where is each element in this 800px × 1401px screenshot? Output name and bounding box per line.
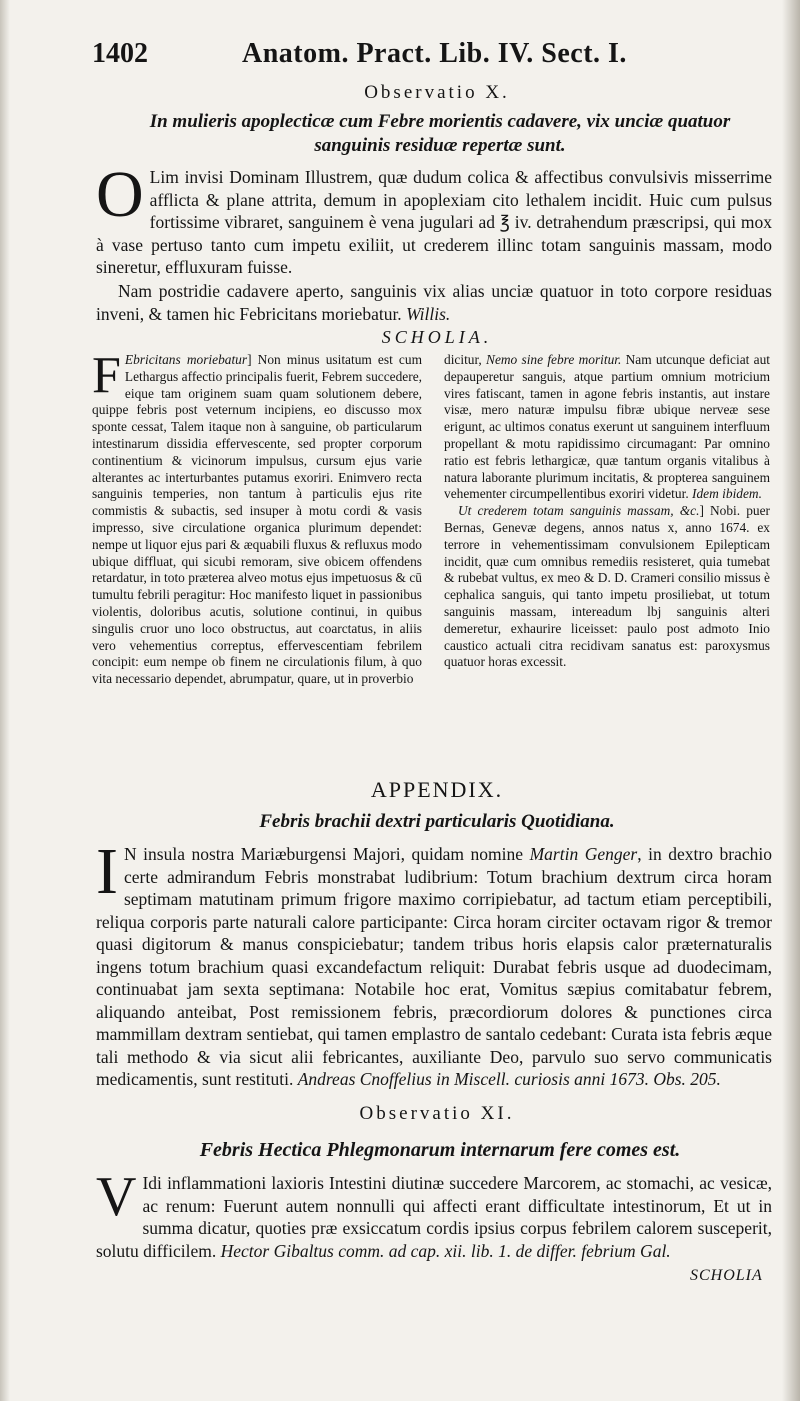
- scholia-lemma: Ebricitans moriebatur: [124, 352, 248, 367]
- observation-10-title: Observatio X.: [364, 82, 510, 103]
- observation-10-paragraph-1: [96, 158, 772, 279]
- scholia-text: ] Nobi. puer Bernas, Genevæ degens, annos natus x, anno 1674. ex terrore in vehementissimam convulsionem Epilepticam incidit, quæ cum omnibus remediis resisteret, quia tumebat & rubebat vultus, ex meo & D. D. Crameri consilio missus è cephalica sanguis, qui tanto impetu prosiliebat, ut totum sanguinis massam, intereadum lbj sanguinis alteri demeretur, exhaurire liceisset: paulo post admoto Inio caustico actuali citra recidivam sanatus est: paroxysmus quatuor horas excessit.: [444, 503, 771, 670]
- author-citation: Andreas Cnoffelius in Miscell. curiosis anni 1673. Obs. 205.: [297, 1069, 721, 1089]
- observation-11-title: Observatio XI.: [359, 1103, 515, 1124]
- page-header: [92, 38, 782, 74]
- scholia-right-column: [444, 352, 770, 671]
- proverb-quote: Nemo sine febre moritur.: [486, 352, 622, 367]
- drop-cap: I: [96, 835, 118, 908]
- paragraph-text: N insula nostra Mariæburgensi Majori, quidam nomine: [123, 844, 524, 864]
- author-citation: Willis.: [406, 303, 451, 324]
- drop-cap: O: [96, 158, 144, 231]
- paragraph-text: Lim invisi Dominam Illustrem, quæ dudum colica & affectibus convulsivis misserrime afflicta & plane attrita, demum in apoplexiam cito lethalem incidit. Huic cum pulsus fortissime vibraret, sanguinem è vena jugulari ad ℥ iv. detrahendum præscripsi, qui mox à vase pertuso tanto cum impetu exiliit, ut crederem illinc totam sanguinis massam, modo sineretur, effluxuram fuisse.: [96, 167, 772, 277]
- gutter-shadow: [0, 0, 10, 1401]
- paragraph-text: Nam postridie cadavere aperto, sanguinis vix alias unciæ quatuor in toto corpore residuas inveni, & tamen hic Febricitans moriebatur.: [96, 281, 772, 324]
- author-citation: Idem ibidem.: [692, 486, 762, 502]
- scholia-text: Nam utcunque deficiat aut depauperetur sanguis, atque partium omnium motricium vires fatiscant, tamen in agone febris instantis, aut instare visæ, mero naturæ impulsu fibræ ubique nerveæ sese erigunt, ac ultimos conatus exerunt ut sanguinem interfluum propellant & motu rapidissimo circumagant: Par omnino ratio est febris lethargicæ, quæ tantum organis vitalibus à natura laborante plurimum incitatis, & propterea sanguinem vehementer circumpellentibus exoriri videtur.: [444, 352, 770, 502]
- observation-10-paragraph-2: [96, 280, 772, 325]
- paragraph-text: Idi inflammationi laxioris Intestini diutinæ succedere Marcorem, ac stomachi, ac vesicæ, ac renum: Fuerunt autem nonnulli qui affecti erant difficultate intestinorum, Et ut in summa dicatur, quoties præ exsiccatum cordis ipsius corpus febrilem calorem susceperit, solutu difficilem.: [96, 1173, 772, 1261]
- appendix-title: APPENDIX.: [370, 777, 504, 802]
- observation-11-subtitle: Febris Hectica Phlegmonarum internarum fere comes est.: [199, 1139, 681, 1161]
- page-number: 1402: [92, 38, 148, 69]
- scholia-left-column: [92, 347, 422, 688]
- observation-10-subtitle: In mulieris apoplecticæ cum Febre morientis cadavere, vix unciæ quatuor sanguinis residuæ repertæ sunt.: [149, 111, 731, 156]
- scholia-text: ] Non minus usitatum est cum Lethargus affectio principalis fuerit, Febrem succedere, eique tam originem suam quam solutionem debere, quippe febris post veternum incipiens, eo discusso mox sponte cessat, Talem itaque non à sanguine, ob particularum intestinarum dissidia effervescente, sed propter corporum continentium & vicinorum impulsus, cursum ejus varie alterantes ac interturbantes putamus exoriri. Enimvero recta sanguinis temperies, non tantum à particulis ejus rite commistis & subactis, sed insuper à motu cordi & vasis impresso, sive circulatione organica plurimum dependet: nempe ut liquor ejus pari & æquabili fluxus & refluxus modo ubique diffluat, qui sicubi remoram, sive obicem offendens retardatur, in toto præterea alveo motus ejus impetuosus & cū tumultu febrili peragitur: Hoc manifesto liquet in passionibus violentis, doloribus acutis, solutione continui, in quibus singulis cruor uno loco obstructus, aut coarctatus, in aliis vero vehementius correptus, effervescentiam febrilem concipit: eum nempe ob finem ne circulationis filum, à quo vita necessario dependet, abrumpatur, quare, ut in proverbio: [92, 352, 422, 687]
- scholia-lemma: Ut crederem totam sanguinis massam, &c.: [458, 503, 700, 519]
- scholia-heading: SCHOLIA.: [381, 327, 493, 347]
- running-head: Anatom. Pract. Lib. IV. Sect. I.: [242, 38, 627, 69]
- appendix-paragraph: [96, 835, 773, 1091]
- appendix-subtitle: Febris brachii dextri particularis Quotidiana.: [259, 811, 615, 832]
- drop-cap: V: [96, 1166, 137, 1228]
- scholia-text: dicitur,: [444, 352, 482, 367]
- observation-11-paragraph: [96, 1166, 772, 1262]
- catchword: SCHOLIA: [690, 1267, 763, 1284]
- author-citation: Hector Gibaltus comm. ad cap. xii. lib. 1. de differ. febrium Gal.: [220, 1240, 671, 1261]
- patient-name: Martin Genger: [529, 844, 638, 864]
- drop-cap: F: [92, 347, 121, 404]
- edge-shadow: [782, 0, 800, 1401]
- paragraph-text: , in dextro brachio certe admirandum Febris monstrabat ludibrium: Totum brachium dextrum circa horam septimam matutinam primum frigore maximo corripiebatur, ad tactum etiam perceptibili, reliqua corporis parte naturali calore participante: Circa horam circiter octavam rigor & tremor quasi digitorum & manus conspiciebatur; tandem tribus horis elapsis calor præternaturalis ingens totum brachium quasi excandefactum reliquit: Durabat febris usque ad duodecimam, continuabat jam sexta septimana: Notabile hoc erat, Vomitus sæpius comitabatur febrem, aliquando anteibat, Post remissionem febris, præcordiorum dolores & punctiones circa mammillam dextram sentiebat, qui tamen emplastro de santalo cedebant: Curata ista febris æque tali methodo & via sicut alii febricantes, auxiliante Deo, parvulo suo servo communicatis medicamentis, sunt restituti.: [96, 844, 773, 1089]
